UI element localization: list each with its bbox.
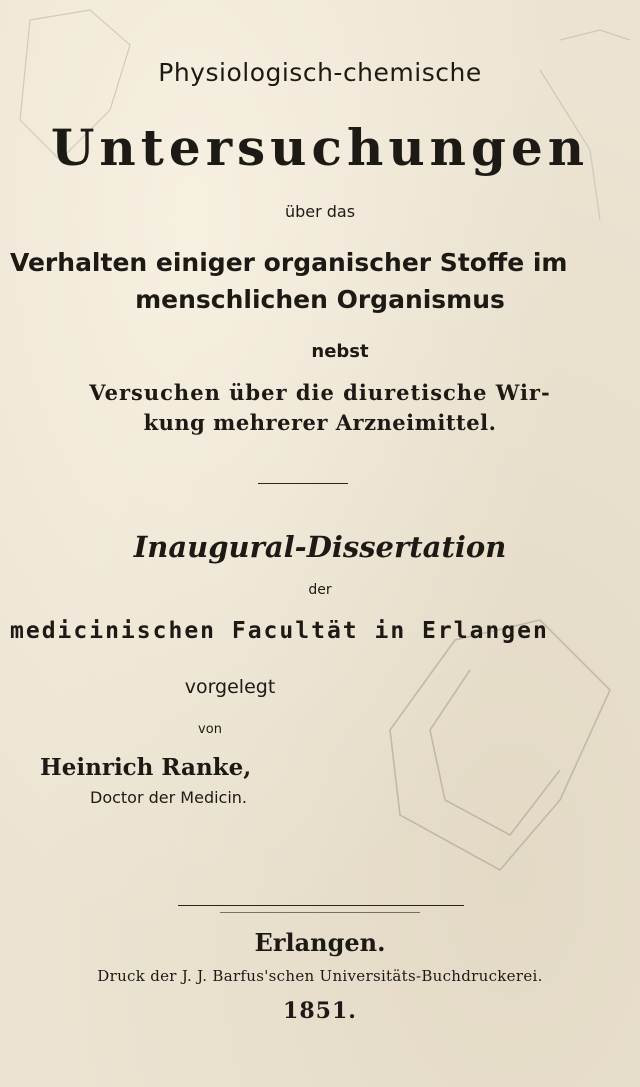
footer-rule-thin	[220, 912, 420, 913]
faculty-line: medicinischen Facultät in Erlangen	[10, 618, 549, 644]
author-title: Doctor der Medicin.	[90, 788, 248, 807]
title-line-1: Physiologisch-chemische	[158, 58, 482, 87]
author-name: Heinrich Ranke,	[40, 754, 252, 781]
connector-nebst: nebst	[311, 341, 369, 362]
title-main: Untersuchungen	[50, 118, 590, 177]
connector-der: der	[308, 582, 332, 598]
separator-rule	[258, 483, 348, 484]
presented-label: vorgelegt	[184, 676, 276, 698]
subject2-line-1: Versuchen über die diuretische Wir-	[89, 380, 551, 405]
subject-line-1: Verhalten einiger organischer Stoffe im	[10, 248, 568, 277]
footer-rule	[178, 905, 464, 906]
dissertation-heading: Inaugural-Dissertation	[133, 530, 507, 564]
subject-line-2: menschlichen Organismus	[135, 285, 505, 314]
printer-line: Druck der J. J. Barfus'schen Universitäts-Buchdruckerei.	[97, 967, 543, 985]
connector-ueber: über das	[284, 202, 356, 221]
by-label: von	[198, 722, 222, 737]
subject2-line-2: kung mehrerer Arzneimittel.	[143, 410, 497, 435]
year: 1851.	[283, 998, 357, 1024]
place: Erlangen.	[254, 928, 386, 957]
